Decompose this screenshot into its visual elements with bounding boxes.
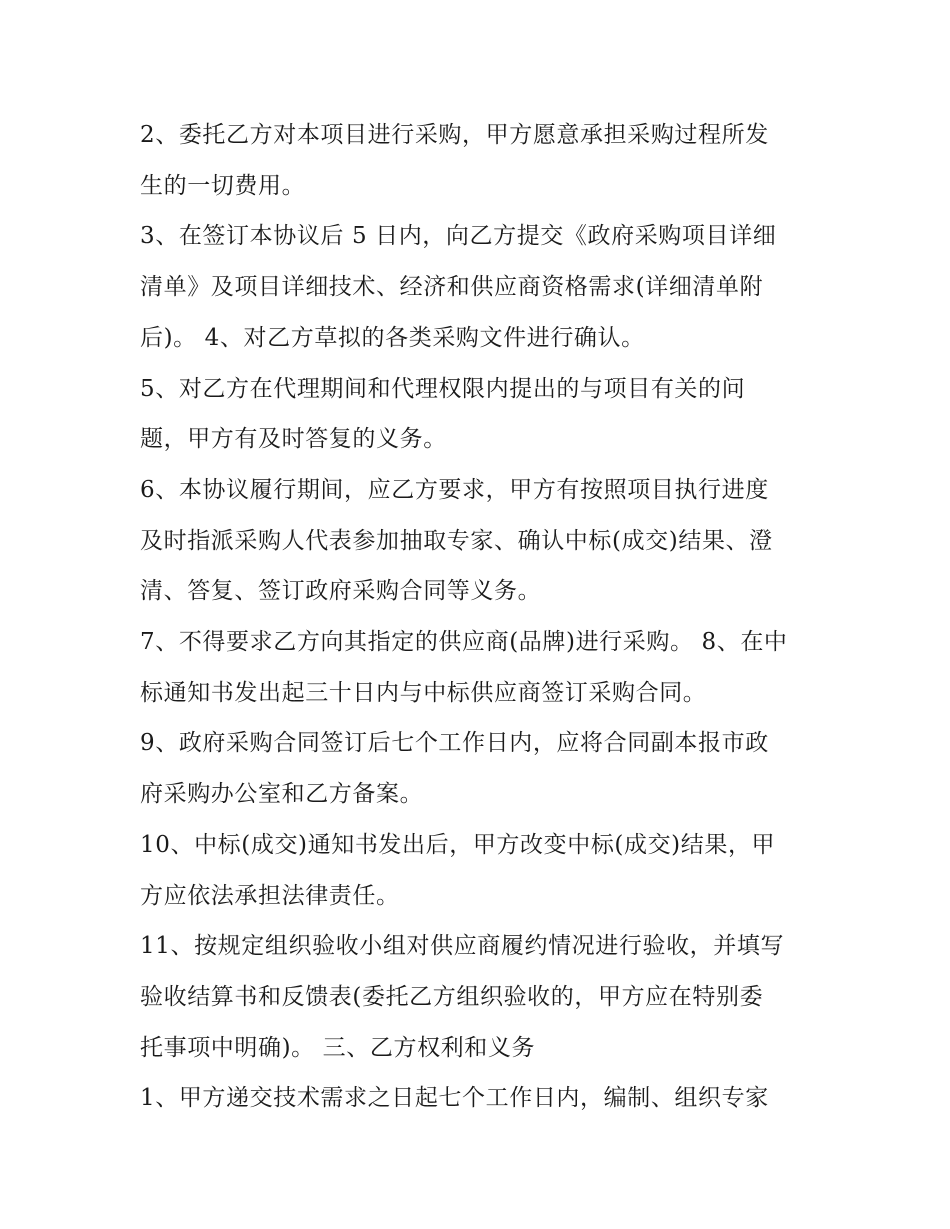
paragraph-10: 10、中标(成交)通知书发出后，甲方改变中标(成交)结果，甲 方应依法承担法律责任。 [140, 831, 776, 909]
paragraph-2: 2、委托乙方对本项目进行采购，甲方愿意承担采购过程所发 生的一切费用。 [140, 122, 769, 199]
paragraph-9: 9、政府采购合同签订后七个工作日内，应将合同副本报市政 府采购办公室和乙方备案。 [140, 730, 769, 808]
paragraph-11: 11、按规定组织验收小组对供应商履约情况进行验收，并填写 验收结算书和反馈表(委托乙方组织验收的，甲方应在特别委 托事项中明确)。 三、乙方权利和义务 [140, 933, 785, 1061]
document-body [140, 110, 820, 1124]
paragraph-3-4: 3、在签订本协议后 5 日内，向乙方提交《政府采购项目详细 清单》及项目详细技术、经济和供应商资格需求(详细清单附 后)。 4、对乙方草拟的各类采购文件进行确认。 [140, 223, 777, 351]
paragraph-b1: 1、甲方递交技术需求之日起七个工作日内，编制、组织专家 [140, 1085, 769, 1112]
paragraph-5: 5、对乙方在代理期间和代理权限内提出的与项目有关的问 题，甲方有及时答复的义务。 [140, 375, 746, 453]
paragraph-7-8: 7、不得要求乙方向其指定的供应商(品牌)进行采购。 8、在中 标通知书发出起三十日内与中标供应商签订采购合同。 [140, 629, 788, 706]
paragraph-6: 6、本协议履行期间，应乙方要求，甲方有按照项目执行进度 及时指派采购人代表参加抽取专家、确认中标(成交)结果、澄 清、答复、签订政府采购合同等义务。 [140, 476, 773, 605]
